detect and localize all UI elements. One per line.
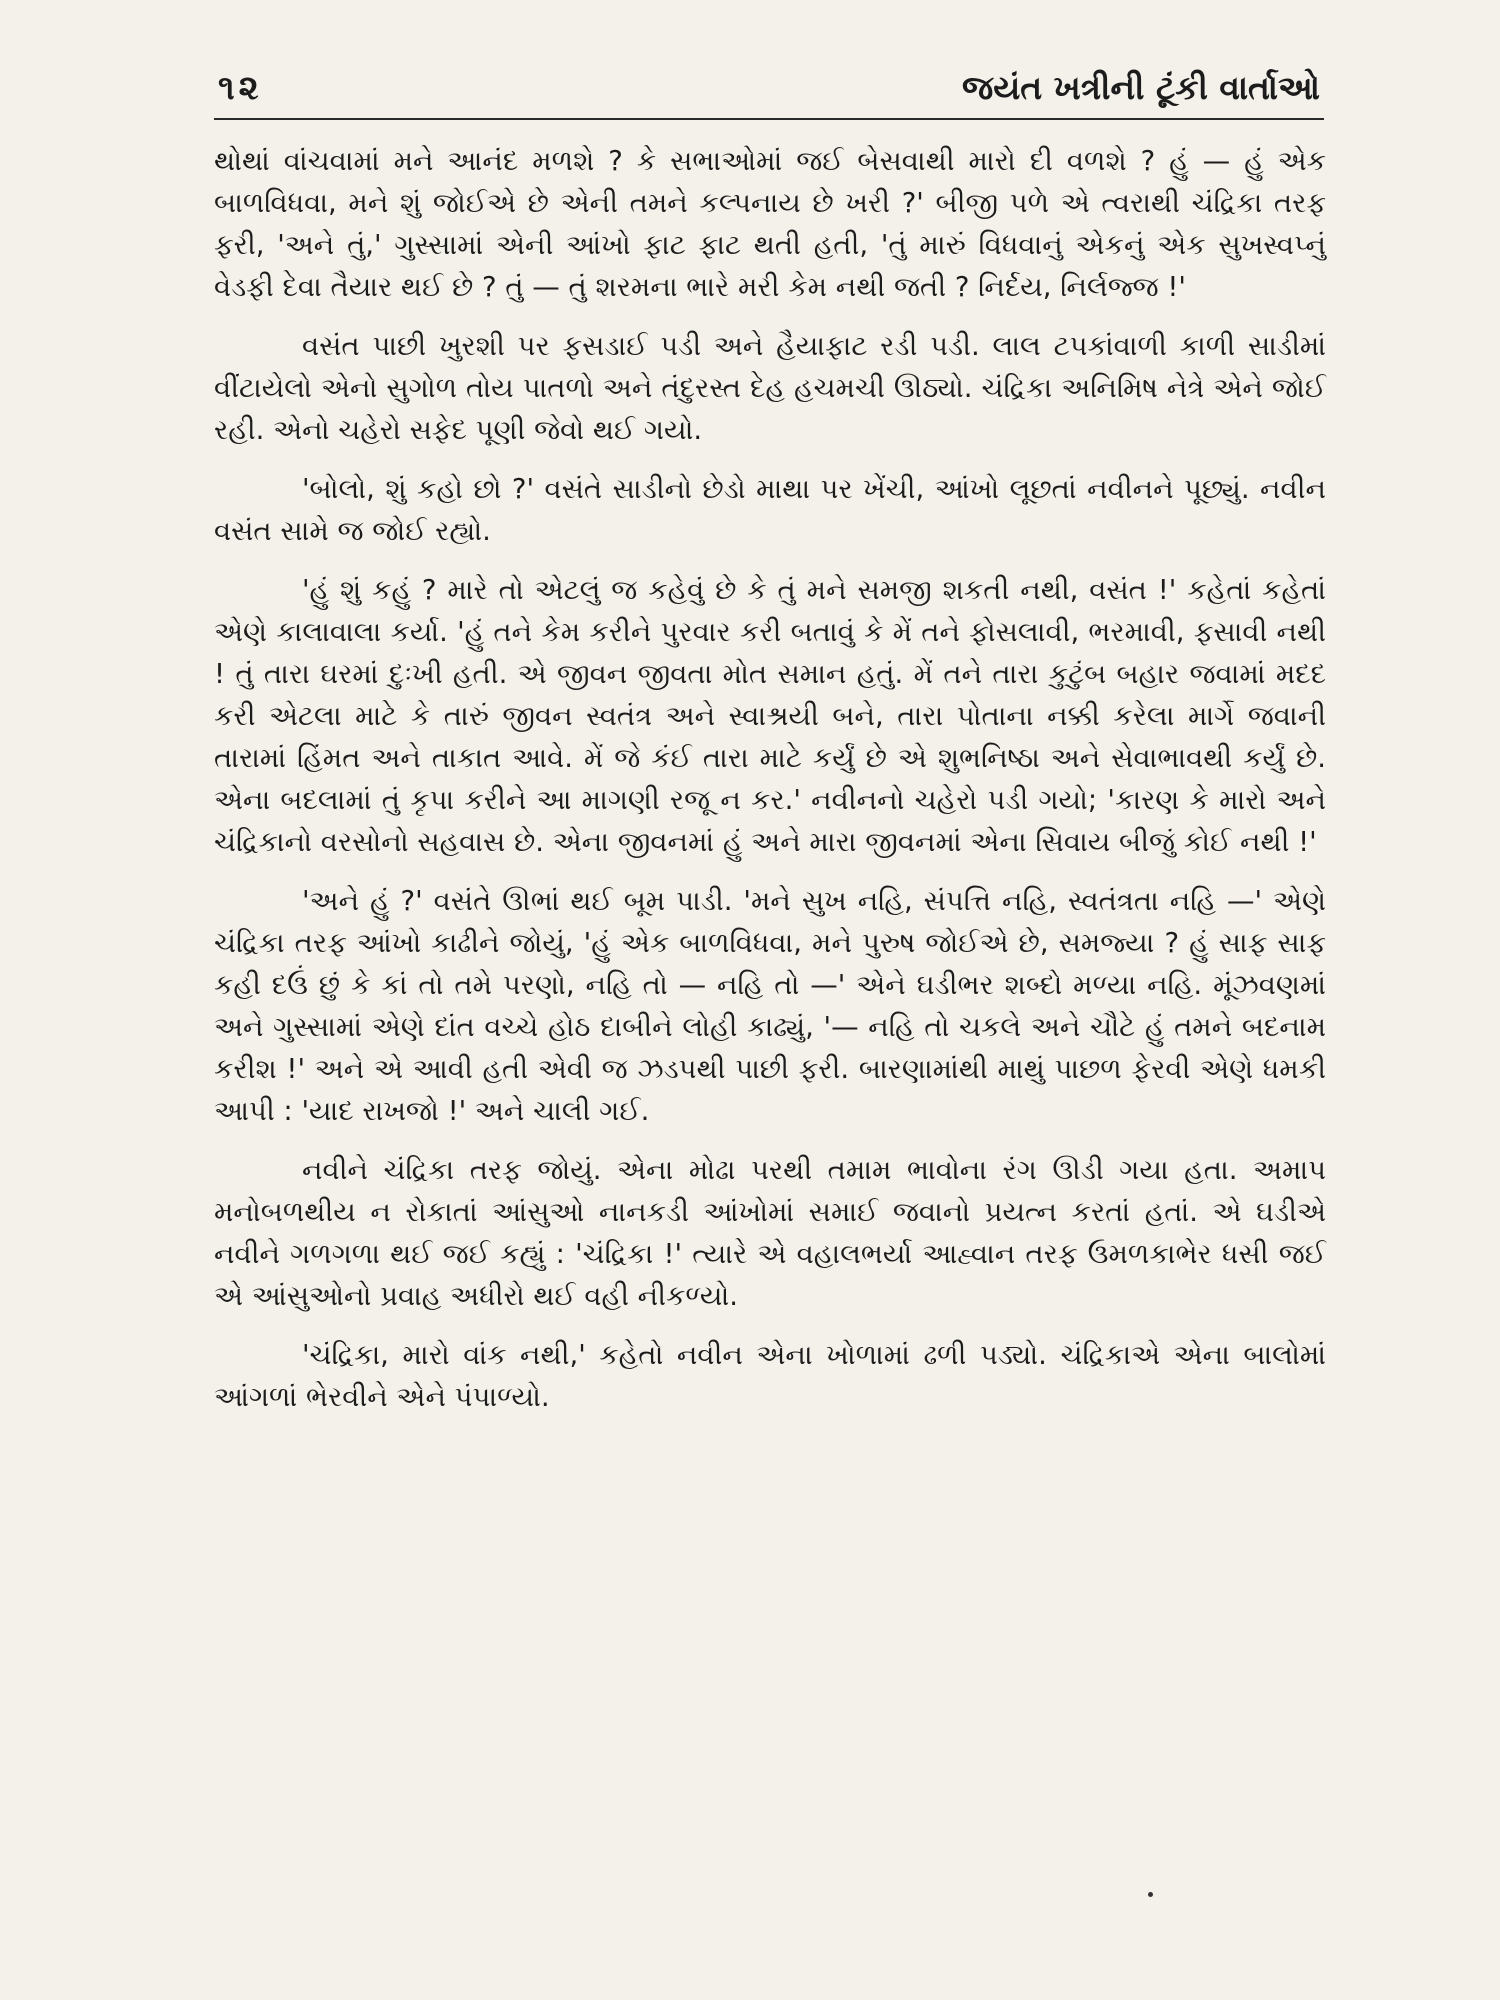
page-header	[218, 64, 1320, 116]
paragraph-1: થોથાં વાંચવામાં મને આનંદ મળશે ? કે સભાઓમાં જઈ બેસવાથી મારો દી વળશે ? હું — હું એક બાળવિધવા, મને શું જોઈએ છે એની તમને કલ્પનાય છે ખરી ?' બીજી પળે એ ત્વરાથી ચંદ્રિકા તરફ ફરી, 'અને તું,' ગુસ્સામાં એની આંખો ફાટ ફાટ થતી હતી, 'તું મારું વિધવાનું એકનું એક સુખસ્વપ્નું વેડફી દેવા તૈયાર થઈ છે ? તું — તું શરમના ભારે મરી કેમ નથી જતી ? નિર્દય, નિર્લજ્જ !'	[214, 145, 1326, 303]
page-number: ૧૨	[218, 68, 263, 108]
paragraph-7: 'ચંદ્રિકા, મારો વાંક નથી,' કહેતો નવીન એના ખોળામાં ઢળી પડ્યો. ચંદ્રિકાએ એના બાલોમાં આંગળાં ભેરવીને એને પંપાળ્યો.	[214, 1339, 1326, 1413]
paragraph-4: 'હું શું કહું ? મારે તો એટલું જ કહેવું છે કે તું મને સમજી શકતી નથી, વસંત !' કહેતાં કહેતાં એણે કાલાવાલા કર્યા. 'હું તને કેમ કરીને પુરવાર કરી બતાવું કે મેં તને ફોસલાવી, ભરમાવી, ફસાવી નથી ! તું તારા ઘરમાં દુઃખી હતી. એ જીવન જીવતા મોત સમાન હતું. મેં તને તારા કુટુંબ બહાર જવામાં મદદ કરી એટલા માટે કે તારું જીવન સ્વતંત્ર અને સ્વાશ્રયી બને, તારા પોતાના નક્કી કરેલા માર્ગે જવાની તારામાં હિંમત અને તાકાત આવે. મેં જે કંઈ તારા માટે કર્યું છે એ શુભનિષ્ઠા અને સેવાભાવથી કર્યું છે. એના બદલામાં તું કૃપા કરીને આ માગણી રજૂ ન કર.' નવીનનો ચહેરો પડી ગયો; 'કારણ કે મારો અને ચંદ્રિકાનો વરસોનો સહવાસ છે. એના જીવનમાં હું અને મારા જીવનમાં એના સિવાય બીજું કોઈ નથી !'	[214, 574, 1326, 858]
print-speck	[1148, 1892, 1153, 1897]
body-text	[214, 140, 1326, 1435]
paragraph-2: વસંત પાછી ખુરશી પર ફસડાઈ પડી અને હૈયાફાટ રડી પડી. લાલ ટપકાંવાળી કાળી સાડીમાં વીંટાયેલો એનો સુગોળ તોય પાતળો અને તંદુરસ્ત દેહ હચમચી ઊઠ્યો. ચંદ્રિકા અનિમિષ નેત્રે એને જોઈ રહી. એનો ચહેરો સફેદ પૂણી જેવો થઈ ગયો.	[214, 330, 1326, 446]
paragraph-5: 'અને હું ?' વસંતે ઊભાં થઈ બૂમ પાડી. 'મને સુખ નહિ, સંપત્તિ નહિ, સ્વતંત્રતા નહિ —' એણે ચંદ્રિકા તરફ આંખો કાઢીને જોયું, 'હું એક બાળવિધવા, મને પુરુષ જોઈએ છે, સમજ્યા ? હું સાફ સાફ કહી દઉં છું કે કાં તો તમે પરણો, નહિ તો — નહિ તો —' એને ઘડીભર શબ્દો મળ્યા નહિ. મૂંઝવણમાં અને ગુસ્સામાં એણે દાંત વચ્ચે હોઠ દાબીને લોહી કાઢ્યું, '— નહિ તો ચકલે અને ચૌટે હું તમને બદનામ કરીશ !' અને એ આવી હતી એવી જ ઝડપથી પાછી ફરી. બારણામાંથી માથું પાછળ ફેરવી એણે ધમકી આપી : 'યાદ રાખજો !' અને ચાલી ગઈ.	[214, 885, 1326, 1127]
header-rule	[214, 118, 1324, 120]
paragraph-3: 'બોલો, શું કહો છો ?' વસંતે સાડીનો છેડો માથા પર ખેંચી, આંખો લૂછતાં નવીનને પૂછ્યું. નવીન વસંત સામે જ જોઈ રહ્યો.	[214, 473, 1326, 547]
paragraph-6: નવીને ચંદ્રિકા તરફ જોયું. એના મોઢા પરથી તમામ ભાવોના રંગ ઊડી ગયા હતા. અમાપ મનોબળથીય ન રોકાતાં આંસુઓ નાનકડી આંખોમાં સમાઈ જવાનો પ્રયત્ન કરતાં હતાં. એ ઘડીએ નવીને ગળગળા થઈ જઈ કહ્યું : 'ચંદ્રિકા !' ત્યારે એ વહાલભર્યા આહ્વાન તરફ ઉમળકાભેર ધસી જઈ એ આંસુઓનો પ્રવાહ અધીરો થઈ વહી નીકળ્યો.	[214, 1154, 1326, 1312]
running-title: જયંત ખત્રીની ટૂંકી વાર્તાઓ	[962, 68, 1320, 107]
